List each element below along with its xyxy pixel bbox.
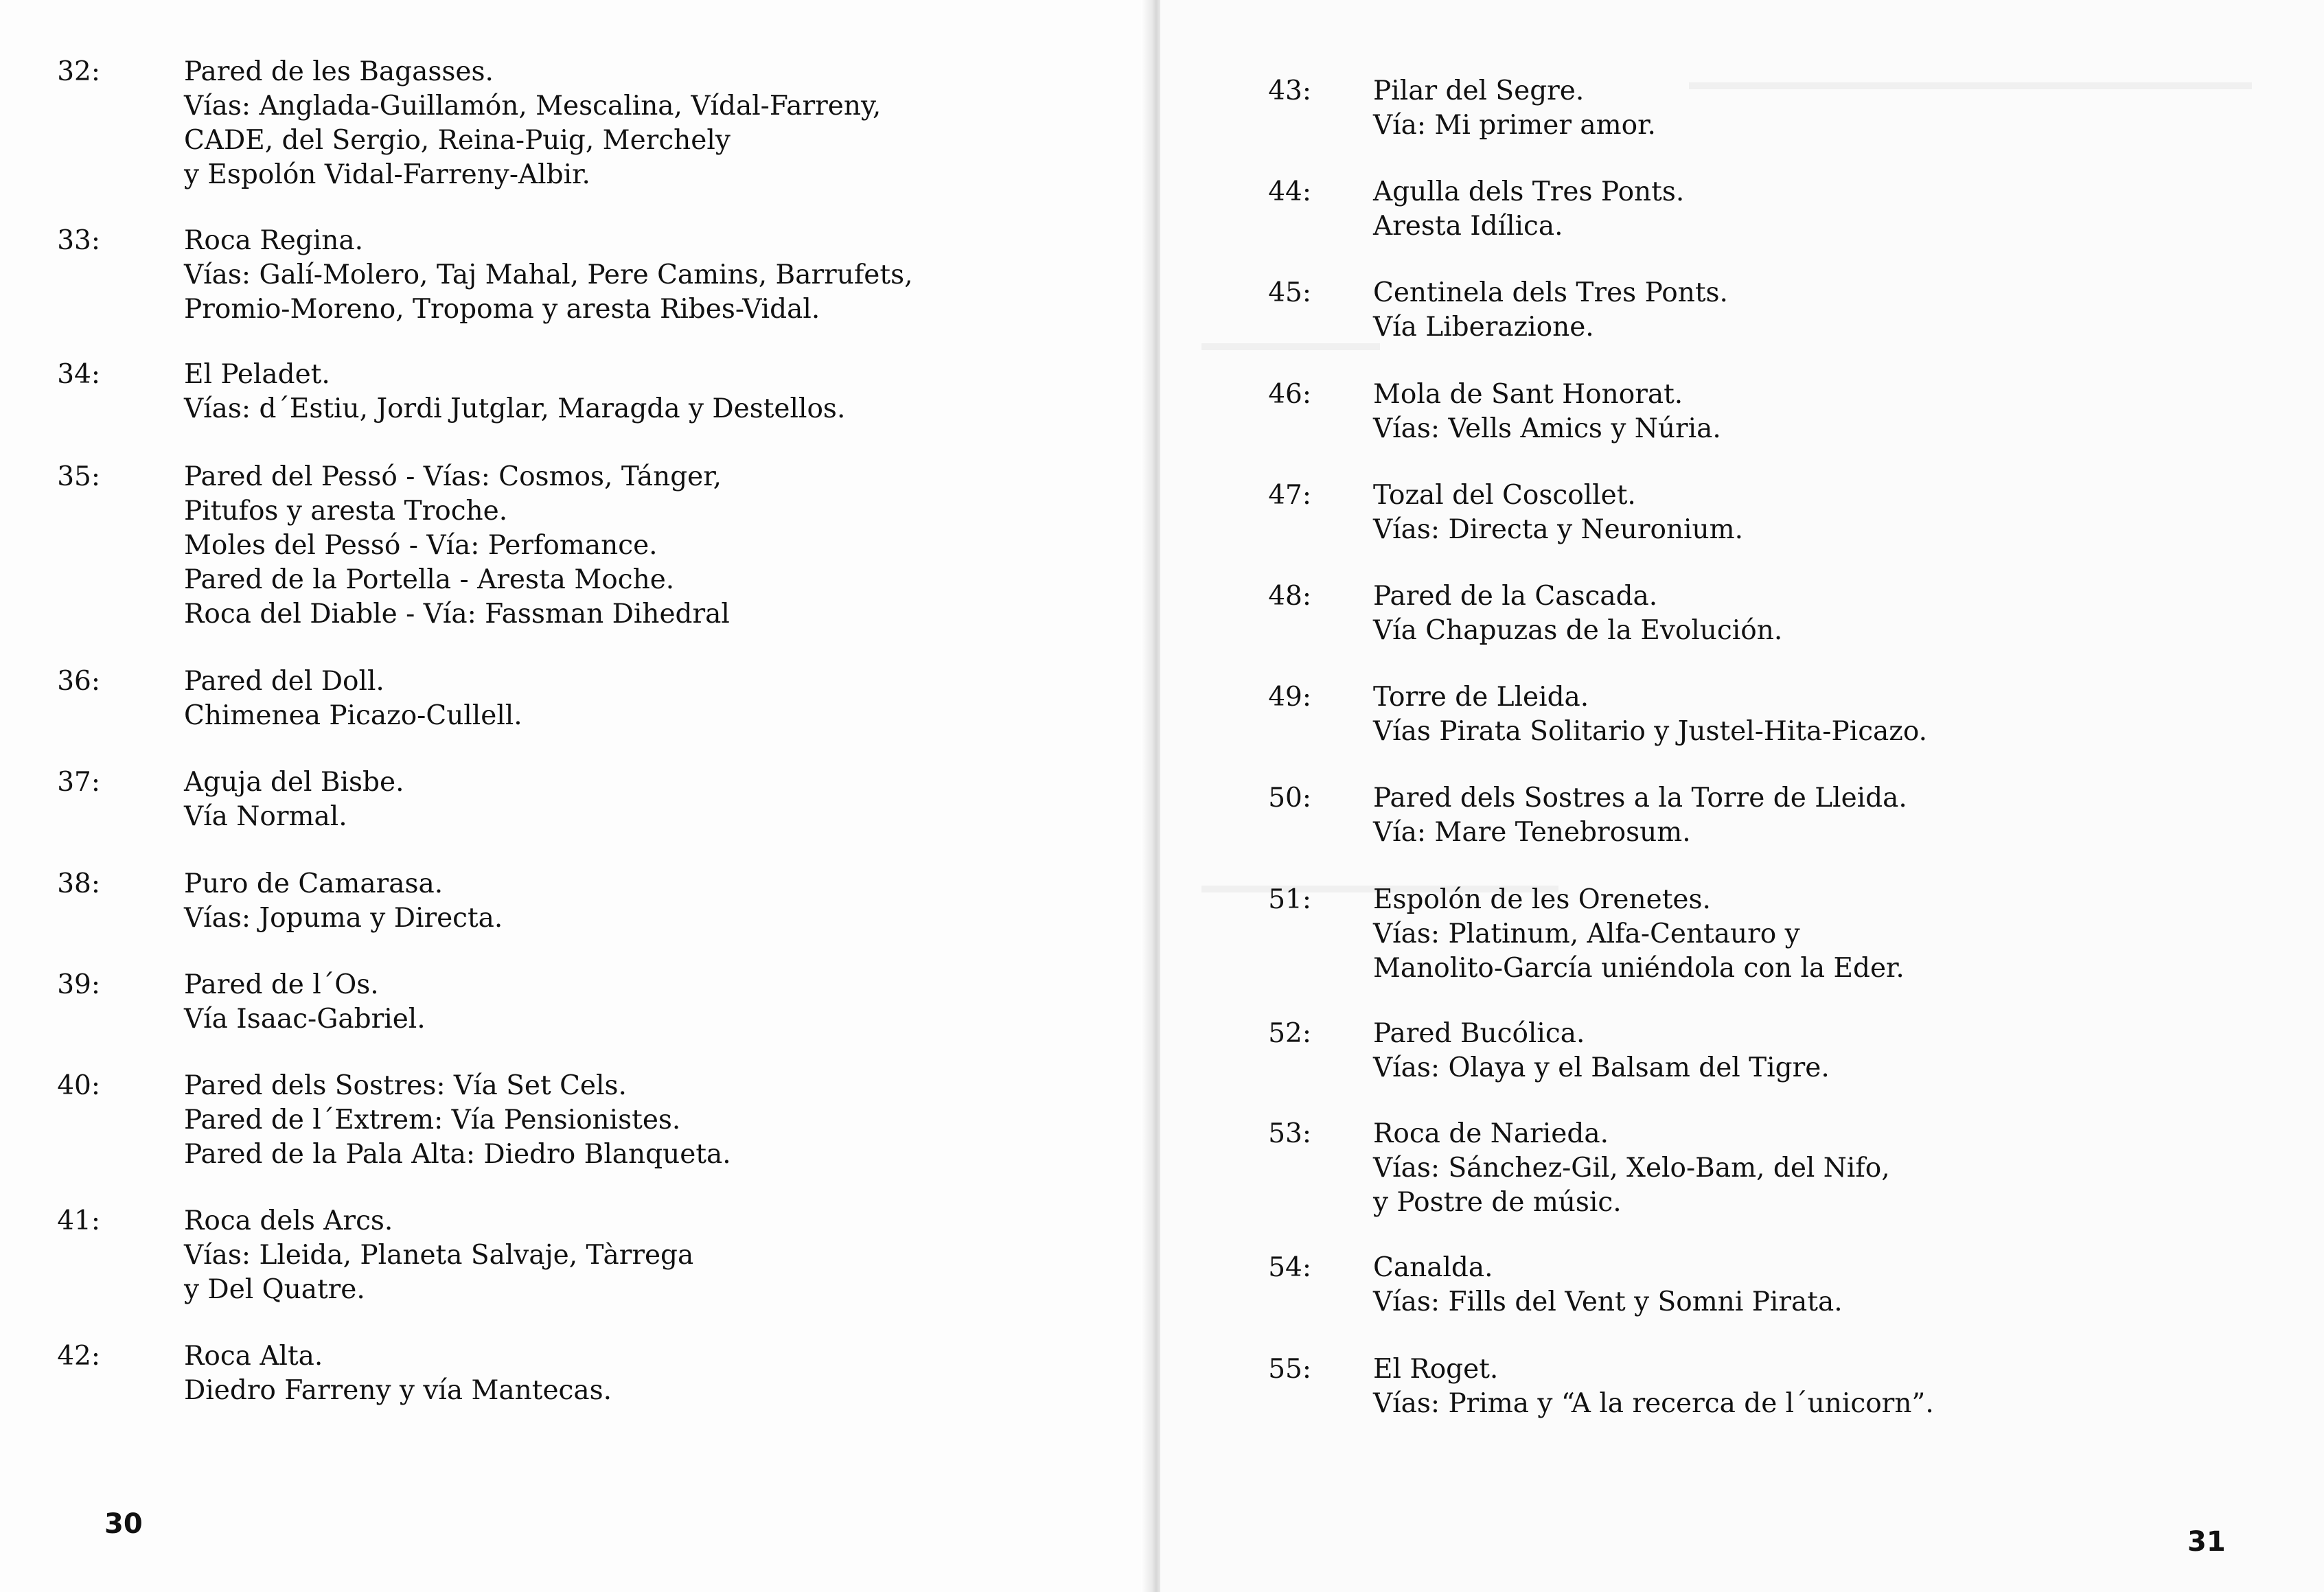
entry-route-line: Moles del Pessó - Vía: Perfomance. [184,530,658,561]
entry-site-name: Roca Regina. [184,225,363,256]
entry-number: 51: [1268,884,1311,915]
entry-text [1373,1352,1934,1421]
entry-site-name: Pared de l´Os. [184,969,379,1000]
entry-site-name: Roca de Narieda. [1373,1118,1609,1149]
entry-number: 43: [1268,76,1311,106]
entry-route-line: Vía: Mi primer amor. [1373,110,1656,141]
entry-number: 42: [57,1341,100,1372]
entry-number: 37: [57,767,100,798]
entry-text [184,867,503,936]
entry-text [184,1339,612,1408]
entry-route-line: Promio-Moreno, Tropoma y aresta Ribes-Vidal. [184,294,820,325]
entry-text [1373,478,1743,547]
entry-text [1373,883,1905,986]
entry-text [184,460,730,632]
entry-route-line: Vía Chapuzas de la Evolución. [1373,615,1783,646]
entry-route-line: Vías: Sánchez-Gil, Xelo-Bam, del Nifo, [1373,1153,1890,1184]
entry-route-line: Aresta Idílica. [1373,211,1563,242]
entry-site-name: Tozal del Coscollet. [1373,480,1636,511]
entry-site-name: Pilar del Segre. [1373,76,1585,106]
entry-text [1373,1251,1843,1319]
entry-site-name: El Roget. [1373,1354,1499,1385]
entry-route-line: Chimenea Picazo-Cullell. [184,700,522,731]
entry-number: 52: [1268,1018,1311,1049]
entry-text [1373,378,1721,446]
entry-site-name: Centinela dels Tres Ponts. [1373,277,1728,308]
entry-text [184,358,845,426]
entry-site-name: Pared de les Bagasses. [184,56,494,87]
entry-text [1373,781,1907,850]
entry-site-name: Pared Bucólica. [1373,1018,1585,1049]
entry-number: 39: [57,969,100,1000]
entry-route-line: Vía Normal. [184,801,347,832]
entry-text [184,55,881,192]
entry-number: 54: [1268,1252,1311,1283]
entry-route-line: Pared de la Portella - Aresta Moche. [184,564,675,595]
entry-number: 45: [1268,277,1311,308]
entry-text [184,1204,693,1307]
left-page-number: 30 [104,1508,143,1540]
entry-number: 47: [1268,480,1311,511]
entry-number: 53: [1268,1118,1311,1149]
show-through-mark [1201,343,1380,350]
show-through-mark [1689,82,2252,89]
entry-text [1373,74,1656,143]
entry-text [1373,680,1927,749]
entry-site-name: Pared del Doll. [184,666,384,697]
entry-site-name: Roca dels Arcs. [184,1205,393,1236]
entry-site-name: Pared del Pessó - Vías: Cosmos, Tánger, [184,461,722,492]
entry-site-name: Aguja del Bisbe. [184,767,404,798]
entry-route-line: Vía Liberazione. [1373,312,1594,343]
entry-text [184,665,522,733]
entry-route-line: y Espolón Vidal-Farreny-Albir. [184,159,590,190]
entry-site-name: Agulla dels Tres Ponts. [1373,176,1685,207]
entry-text [1373,175,1684,244]
left-page [0,0,1153,1592]
entry-text [184,968,426,1037]
entry-text [1373,1017,1830,1085]
entry-number: 35: [57,461,100,492]
entry-route-line: Vías: Directa y Neuronium. [1373,514,1744,545]
entry-route-line: Vías: Platinum, Alfa-Centauro y [1373,919,1800,949]
entry-route-line: Vías: Vells Amics y Núria. [1373,413,1721,444]
entry-route-line: Pared de la Pala Alta: Diedro Blanqueta. [184,1139,731,1170]
entry-number: 50: [1268,783,1311,814]
entry-number: 36: [57,666,100,697]
entry-text [184,1069,731,1172]
entry-site-name: Pared dels Sostres: Vía Set Cels. [184,1070,627,1101]
entry-route-line: Vías: Galí-Molero, Taj Mahal, Pere Camins, Barrufets, [184,259,913,290]
entry-site-name: El Peladet. [184,359,330,390]
entry-route-line: y Postre de músic. [1373,1187,1622,1218]
entry-route-line: Manolito-García uniéndola con la Eder. [1373,953,1905,984]
entry-text [184,765,404,834]
entry-route-line: Vías: Prima y “A la recerca de l´unicorn”. [1373,1388,1934,1419]
right-page [1160,0,2324,1592]
entry-number: 34: [57,359,100,390]
entry-number: 46: [1268,379,1311,410]
entry-text [1373,1117,1890,1220]
entry-number: 41: [57,1205,100,1236]
entry-site-name: Roca Alta. [184,1341,323,1372]
entry-number: 40: [57,1070,100,1101]
entry-site-name: Puro de Camarasa. [184,868,444,899]
entry-number: 32: [57,56,100,87]
entry-number: 33: [57,225,100,256]
entry-route-line: Vías: Anglada-Guillamón, Mescalina, Vídal-Farreny, [184,91,882,122]
entry-route-line: Vía: Mare Tenebrosum. [1373,817,1691,848]
entry-site-name: Pared dels Sostres a la Torre de Lleida. [1373,783,1907,814]
entry-text [184,224,912,327]
entry-route-line: Pitufos y aresta Troche. [184,496,508,527]
entry-text [1373,276,1728,345]
entry-route-line: Vías: d´Estiu, Jordi Jutglar, Maragda y Destellos. [184,393,846,424]
entry-route-line: Vía Isaac-Gabriel. [184,1004,426,1035]
entry-site-name: Mola de Sant Honorat. [1373,379,1683,410]
entry-number: 49: [1268,682,1311,713]
entry-route-line: Vías Pirata Solitario y Justel-Hita-Picazo. [1373,716,1928,747]
entry-route-line: Vías: Jopuma y Directa. [184,903,503,934]
entry-number: 55: [1268,1354,1311,1385]
entry-route-line: Roca del Diable - Vía: Fassman Dihedral [184,599,730,630]
entry-text [1373,579,1782,648]
entry-route-line: Pared de l´Extrem: Vía Pensionistes. [184,1105,681,1135]
entry-site-name: Espolón de les Orenetes. [1373,884,1711,915]
entry-number: 38: [57,868,100,899]
entry-route-line: Vías: Olaya y el Balsam del Tigre. [1373,1052,1830,1083]
entry-site-name: Canalda. [1373,1252,1493,1283]
entry-route-line: y Del Quatre. [184,1274,365,1305]
entry-route-line: CADE, del Sergio, Reina-Puig, Merchely [184,125,730,156]
entry-number: 48: [1268,581,1311,612]
entry-number: 44: [1268,176,1311,207]
entry-route-line: Vías: Lleida, Planeta Salvaje, Tàrrega [184,1240,694,1271]
entry-route-line: Diedro Farreny y vía Mantecas. [184,1375,612,1406]
right-page-number: 31 [2187,1526,2226,1558]
entry-site-name: Pared de la Cascada. [1373,581,1658,612]
entry-route-line: Vías: Fills del Vent y Somni Pirata. [1373,1287,1843,1317]
entry-site-name: Torre de Lleida. [1373,682,1589,713]
